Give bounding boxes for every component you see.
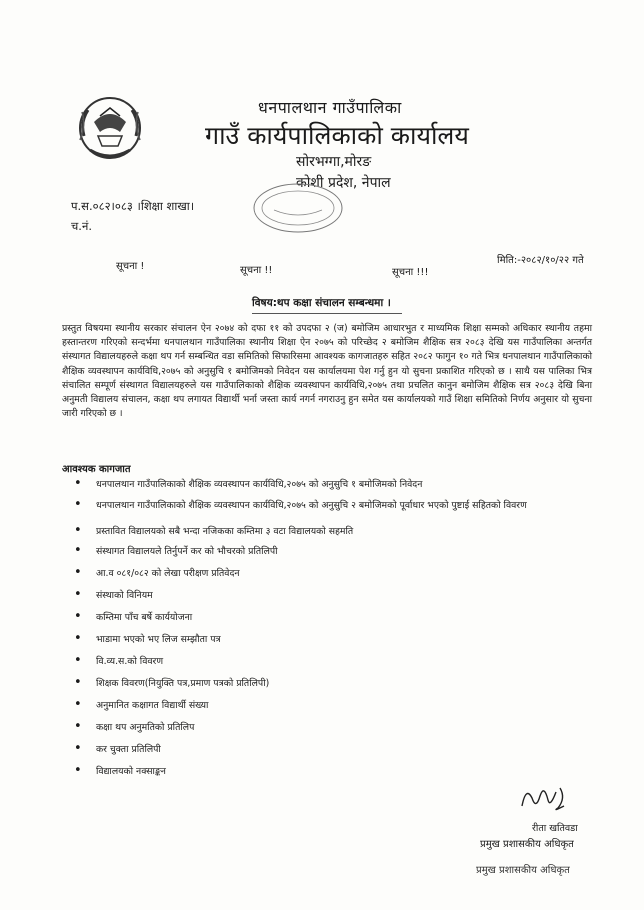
notice-body: प्रस्तुत विषयमा स्थानीय सरकार संचालन ऐन २०७४ को दफा ११ को उपदफा २ (ज) बमोजिम आधारभुत र माध्यमिक शिक्षा सम्मको अधिकार स्थानीय तहमा हस्तान्तरण गरिएको सन्दर्भमा धनपालथान गाउँपालिका स्थानीय शिक्षा ऐन २०७५ को परिच्छेद २ बमोजिम शैक्षिक सत्र २०८३ देखि यस गाउँपालिका अन्तर्गत संस्थागत विद्यालयहरुले कक्षा थप गर्न सम्बन्धित वडा समितिको सिफारिसमा आवश्यक कागजातहरु सहित २०८२ फागुन १० गते भित्र धनपालथान गाउँपालिकाको शैक्षिक व्यवस्थापन कार्यविधि,२०७५ को अनुसुचि १ बमोजिमको निवेदन यस कार्यालयमा पेश गर्नु हुन यो सुचना प्रकाशित गरिएको छ । साथै यस पालिका भित्र संचालित सम्पूर्ण संस्थागत विद्यालयहरुले यस गाउँपालिकाको शैक्षिक व्यवस्थापन कार्यविधि,२०७५ तथा प्रचलित कानुन बमोजिम शैक्षिक सत्र २०८३ देखि बिना अनुमती विद्यालय संचालन, कक्षा थप लगायत विद्यार्थी भर्ना जस्ता कार्य नगर्न नगराउनु हुन समेत यस कार्यालयको गाउँ शिक्षा समितिको निर्णय अनुसार यो सुचना जारी गरिएको छ । [62, 323, 592, 420]
signatory-designation: प्रमुख प्रशासकीय अधिकृत [480, 839, 574, 850]
notice-subject: विषय:थप कक्षा संचालन सम्बन्धमा । [252, 297, 391, 309]
list-item: • वि.व्य.स.को विवरण [72, 655, 592, 668]
nepal-emblem-icon [70, 88, 150, 168]
list-item: • संस्थागत विद्यालयले तिर्नुपर्ने कर को भौचरको प्रतिलिपी [72, 545, 592, 558]
notice-label-1: सूचना ! [116, 261, 145, 272]
list-item: • धनपालथान गाउँपालिकाको शैक्षिक व्यवस्थापन कार्यविधि,२०७५ को अनुसुचि १ बमोजिमको निवेदन [72, 478, 592, 491]
list-item: • प्रस्तावित विद्यालयको सबै भन्दा नजिकका कम्तिमा ३ वटा विद्यालयको सहमति [72, 525, 592, 538]
list-item: • शिक्षक विवरण(नियुक्ति पत्र,प्रमाण पत्रको प्रतिलिपी) [72, 677, 592, 690]
list-item: • कक्षा थप अनुमतिको प्रतिलिप [72, 721, 592, 734]
list-item: • आ.व ०८१/०८२ को लेखा परीक्षण प्रतिवेदन [72, 567, 592, 580]
list-item: • अनुमानित कक्षागत विद्यार्थी संख्या [72, 699, 592, 712]
office-location: सोरभग्गा,मोरङ [296, 154, 372, 170]
signatory-name: रीता खतिवडा [532, 823, 578, 834]
reference-number: प.स.०८२।०८३ ।शिक्षा शाखा। [71, 199, 195, 213]
notice-label-2: सूचना !! [240, 265, 273, 276]
dispatch-number: च.नं. [71, 219, 92, 233]
list-item: • भाडामा भएको भए लिज सम्झौता पत्र [72, 633, 592, 646]
list-item: • कर चुक्ता प्रतिलिपी [72, 743, 592, 756]
office-stamp-icon [248, 180, 348, 240]
signature-icon [516, 778, 576, 818]
stamp-designation: प्रमुख प्रशासकीय अधिकृत [476, 865, 570, 876]
municipality-name: धनपालथान गाउँपालिका [258, 98, 402, 117]
list-item: • कम्तिमा पाँच बर्षे कार्ययोजना [72, 611, 592, 624]
list-item: • धनपालथान गाउँपालिकाको शैक्षिक व्यवस्थापन कार्यविधि,२०७५ को अनुसुचि २ बमोजिमको पूर्वाधार भएको पुष्टाई सहितको विवरण [72, 499, 592, 512]
office-province: कोशी प्रदेश, नेपाल [296, 175, 391, 191]
requirements-list [72, 478, 592, 778]
list-item: • संस्थाको विनियम [72, 589, 592, 602]
notice-date: मिति:-२०८२/१०/२२ गते [497, 255, 584, 266]
office-title: गाउँ कार्यपालिकाको कार्यालय [205, 121, 469, 150]
subject-underline [252, 313, 402, 314]
list-item: • विद्यालयको नक्साङ्कन [72, 765, 592, 778]
notice-label-3: सूचना !!! [392, 267, 429, 278]
requirements-title: आवश्यक कागजात [62, 464, 131, 475]
